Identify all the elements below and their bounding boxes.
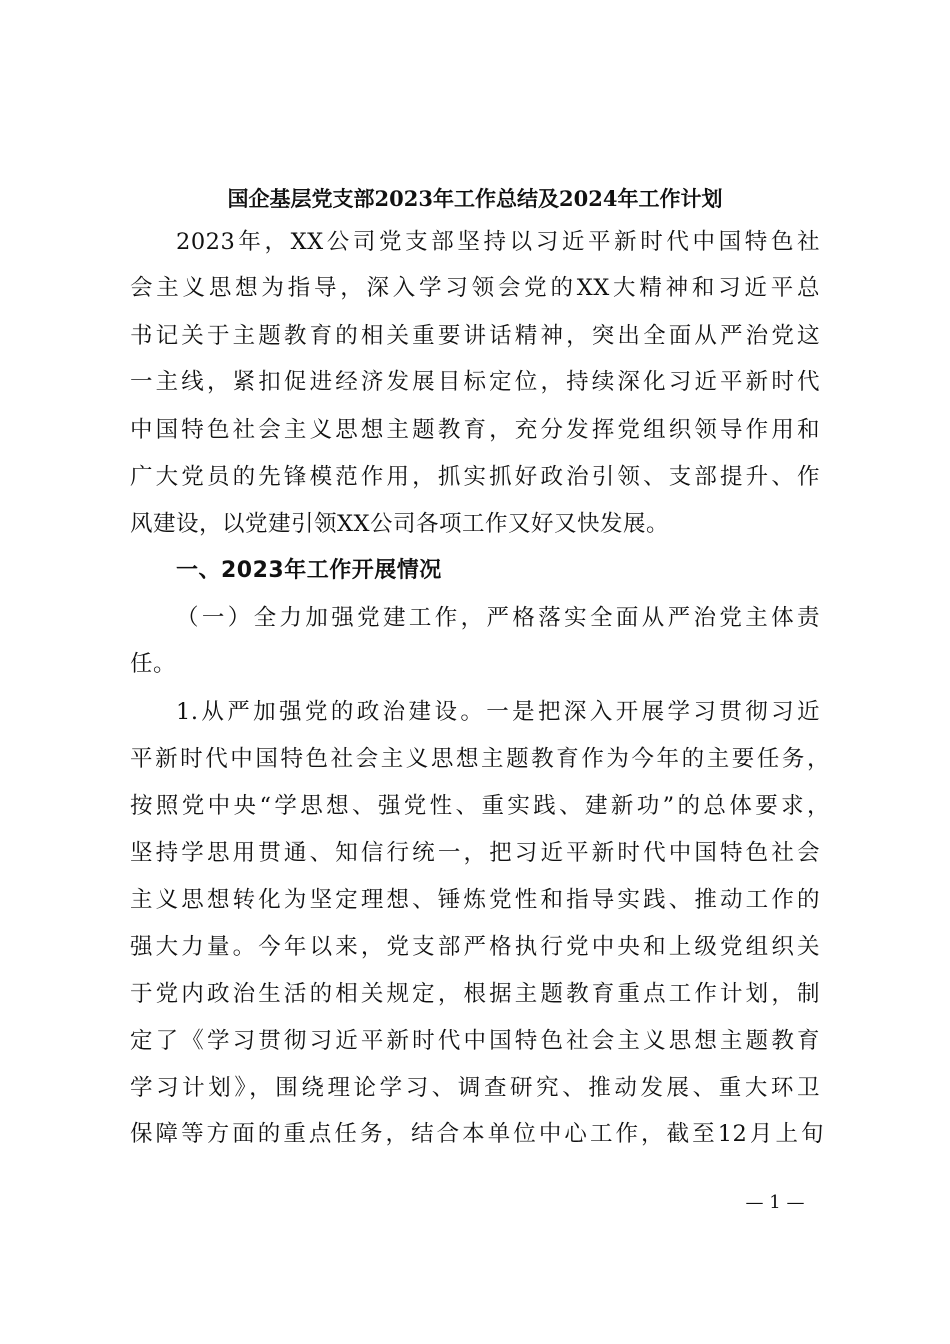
page-number: — 1 — (745, 1192, 805, 1213)
paragraph-body-line: 平新时代中国特色社会主义思想主题教育作为今年的主要任务， (130, 746, 830, 772)
document-title: 国企基层党支部2023年工作总结及2024年工作计划 (227, 186, 723, 211)
paragraph-intro-line: 一主线，紧扣促进经济发展目标定位，持续深化习近平新时代 (130, 369, 820, 395)
paragraph-intro-line: 会主义思想为指导，深入学习领会党的XX大精神和习近平总 (130, 275, 820, 301)
paragraph-intro-line: 中国特色社会主义思想主题教育，充分发挥党组织领导作用和 (130, 417, 820, 443)
paragraph-body-line: 学习计划》，围绕理论学习、调查研究、推动发展、重大环卫 (130, 1075, 820, 1101)
paragraph-intro-line: 风建设，以党建引领XX公司各项工作又好又快发展。 (130, 511, 670, 537)
paragraph-body-line: 强大力量。今年以来，党支部严格执行党中央和上级党组织关 (130, 934, 820, 960)
section-heading: 一、2023年工作开展情况 (176, 558, 442, 583)
paragraph-body-line: 坚持学思用贯通、知信行统一，把习近平新时代中国特色社会 (130, 840, 820, 866)
paragraph-body-line: 保障等方面的重点任务，结合本单位中心工作，截至12月上旬 (130, 1121, 824, 1147)
paragraph-intro-line: 2023年，XX公司党支部坚持以习近平新时代中国特色社 (176, 229, 820, 255)
paragraph-intro-line: 广大党员的先锋模范作用，抓实抓好政治引领、支部提升、作 (130, 464, 820, 490)
paragraph-body-line: 按照党中央“学思想、强党性、重实践、建新功”的总体要求， (130, 793, 830, 819)
paragraph-body-line: 主义思想转化为坚定理想、锤炼党性和指导实践、推动工作的 (130, 887, 820, 913)
subsection-heading-line: 任。 (130, 651, 177, 677)
paragraph-intro-line: 书记关于主题教育的相关重要讲话精神，突出全面从严治党这 (130, 323, 820, 349)
paragraph-body-line: 定了《学习贯彻习近平新时代中国特色社会主义思想主题教育 (130, 1028, 820, 1054)
paragraph-body-line: 1.从严加强党的政治建设。一是把深入开展学习贯彻习近 (176, 699, 820, 725)
paragraph-body-line: 于党内政治生活的相关规定，根据主题教育重点工作计划，制 (130, 981, 820, 1007)
subsection-heading-line: （一）全力加强党建工作，严格落实全面从严治党主体责 (176, 605, 820, 631)
